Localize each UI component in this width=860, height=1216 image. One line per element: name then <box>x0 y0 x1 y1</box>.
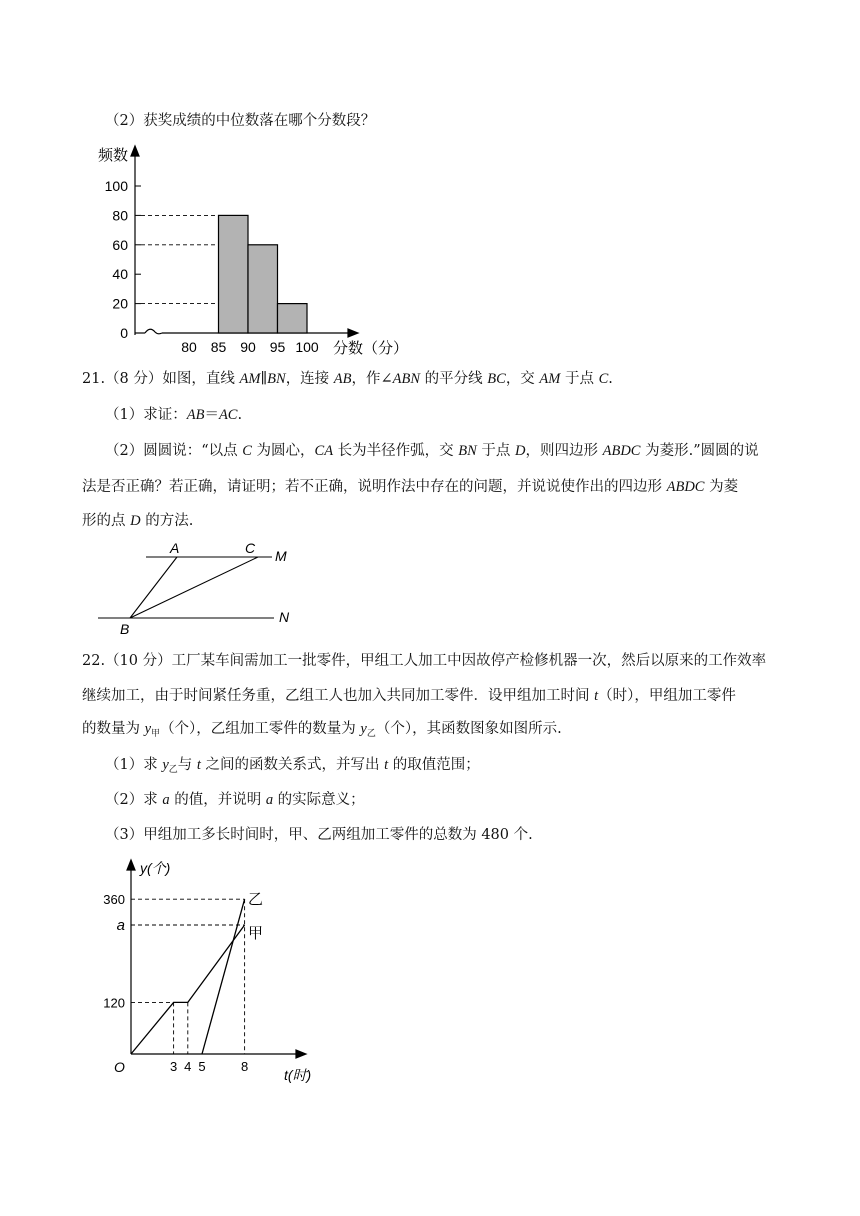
q20-part2-text: （2）获奖成绩的中位数落在哪个分数段？ <box>105 113 376 129</box>
segment-bc <box>130 557 258 618</box>
q22-part1 <box>105 754 480 781</box>
graph-ytick-label: a <box>116 917 125 934</box>
point-b-label: B <box>120 621 130 637</box>
q21-am: AM <box>239 371 261 387</box>
q21-p2-seg: 为菱形.”圆圆的说 <box>640 443 759 459</box>
q22-text: 的取值范围； <box>388 757 480 773</box>
graph-ytick-label: 120 <box>103 995 125 1011</box>
q21-head: 21.（8 分）如图，直线 <box>82 371 240 387</box>
q21-p2-seg: 长为半径作弧，交 <box>333 443 459 459</box>
q21-p1-ac: AC <box>218 407 238 423</box>
hist-ytick-label: 0 <box>120 325 128 341</box>
point-c-label: C <box>245 540 256 556</box>
hist-ytick-label: 100 <box>104 178 128 194</box>
q22-var-t: t <box>594 688 599 704</box>
q21-p2-var: C <box>242 443 252 459</box>
hist-xtick-label: 80 <box>181 339 197 355</box>
graph-xtick-label: 5 <box>198 1059 206 1074</box>
q22-var-y: y <box>162 757 169 773</box>
q21-t5: 于点 <box>560 371 599 387</box>
q21-part1 <box>105 404 242 426</box>
hist-ylabel: 频数 <box>98 147 129 164</box>
q21-p2-seg: 法是否正确？若正确，请证明；若不正确，说明作法中存在的问题，并说说使作出的四边形 <box>82 479 667 495</box>
q22-line2 <box>82 685 736 707</box>
q21-p2-seg: 于点 <box>476 443 516 459</box>
q21-p2-seg: 为菱 <box>704 479 739 495</box>
q21-p2-seg: 形的点 <box>82 513 131 529</box>
q22-sub-jia: 甲 <box>151 729 161 739</box>
q21-stem <box>82 368 613 390</box>
q22-text: 之间的函数关系式，并写出 <box>200 757 385 773</box>
hist-axis-break <box>145 329 162 334</box>
q22-text: 的数量为 <box>82 721 145 737</box>
graph-xlabel: t(时) <box>284 1067 312 1083</box>
segment-ab <box>130 557 177 618</box>
q21-p1-text: （1）求证： <box>105 407 187 423</box>
hist-bar <box>219 215 249 333</box>
hist-xtick-label: 95 <box>269 339 286 355</box>
hist-xtick-label: 85 <box>210 339 227 355</box>
q22-text: 与 <box>177 757 197 773</box>
q22-var-a: a <box>162 792 170 808</box>
q21-c: C <box>598 371 609 387</box>
point-m-label: M <box>275 548 287 564</box>
q21-t3: 的平分线 <box>420 371 488 387</box>
hist-ytick-label: 80 <box>112 207 128 224</box>
q21-p2-var: ABDC <box>602 443 641 459</box>
hist-bar <box>278 304 308 333</box>
graph-origin-label: O <box>114 1059 125 1075</box>
q22-var-a: a <box>265 792 274 808</box>
q21-p1-end: . <box>237 407 243 423</box>
q21-p2-seg: ，则四边形 <box>525 443 603 459</box>
hist-xlabel: 分数（分） <box>333 340 409 357</box>
q21-p2-seg: 为圆心， <box>251 443 315 459</box>
q22-text: （时），甲组加工零件 <box>598 688 736 704</box>
q21-parallel: ∥ <box>260 371 268 387</box>
point-a-label: A <box>170 540 180 556</box>
hist-xtick-label: 90 <box>240 339 256 355</box>
q21-abn: ABN <box>392 371 421 387</box>
hist-ytick-label: 40 <box>112 266 128 283</box>
series-jia-label: 甲 <box>248 925 264 942</box>
graph-series-line <box>131 925 245 1054</box>
hist-x-arrow <box>348 329 358 337</box>
q21-figure <box>95 538 305 638</box>
q21-ab: AB <box>333 371 352 387</box>
q22-sub-yi: 乙 <box>366 729 376 739</box>
q21-p2-var: D <box>130 513 141 529</box>
series-yi-label: 乙 <box>248 891 264 908</box>
q22-part2 <box>105 789 365 811</box>
histogram-chart <box>95 140 415 360</box>
q22-text: （2）求 <box>105 792 163 808</box>
graph-y-arrow <box>127 860 135 870</box>
q21-part2-line2 <box>82 476 738 498</box>
q22-var-t: t <box>384 757 389 773</box>
q21-bn: BN <box>267 371 286 387</box>
q22-text: 的实际意义； <box>273 792 365 808</box>
hist-ytick-label: 20 <box>112 295 128 312</box>
q22-text: 的值，并说明 <box>169 792 266 808</box>
graph-ytick-label: 360 <box>103 892 125 908</box>
hist-y-arrow <box>131 146 139 156</box>
q21-am2: AM <box>539 371 561 387</box>
q21-t2: ，作∠ <box>351 371 393 387</box>
hist-bar <box>248 245 278 333</box>
q22-var-y: y <box>144 721 152 737</box>
q22-var-y: y <box>360 721 367 737</box>
graph-xtick-label: 8 <box>240 1059 249 1074</box>
point-n-label: N <box>279 609 290 625</box>
q21-p2-var: CA <box>314 443 334 459</box>
graph-xtick-label: 3 <box>169 1059 178 1074</box>
q21-part2-line3 <box>82 510 193 532</box>
q22-line3 <box>82 718 562 745</box>
hist-xtick-label: 100 <box>295 339 319 355</box>
q22-text: （个），其函数图象如图所示. <box>375 721 562 737</box>
q21-t4: ，交 <box>505 371 540 387</box>
q21-p2-var: ABDC <box>666 479 705 495</box>
q22-text: （个），乙组加工零件的数量为 <box>160 721 361 737</box>
q22-text: （1）求 <box>105 757 163 773</box>
q21-t6: . <box>608 371 613 387</box>
q21-t1: ，连接 <box>285 371 334 387</box>
q21-p2-var: D <box>515 443 526 459</box>
q22-function-graph <box>95 855 335 1085</box>
q21-p1-ab: AB <box>186 407 205 423</box>
q21-p2-seg: 的方法. <box>140 513 194 529</box>
graph-x-arrow <box>296 1050 306 1058</box>
graph-ylabel: y(个) <box>140 860 171 876</box>
q22-line1: 22.（10 分）工厂某车间需加工一批零件，甲组工人加工中因故停产检修机器一次，然后以原来的工作效率 <box>82 653 767 669</box>
q21-bc: BC <box>487 371 506 387</box>
q22-var-t: t <box>196 757 201 773</box>
q21-p2-var: BN <box>458 443 477 459</box>
hist-ytick-label: 60 <box>112 236 128 253</box>
graph-xtick-label: 4 <box>184 1059 192 1074</box>
q22-text: 继续加工，由于时间紧任务重，乙组工人也加入共同加工零件．设甲组加工时间 <box>82 688 595 704</box>
q21-p1-eq: ＝ <box>204 407 219 423</box>
q22-sub-yi: 乙 <box>168 765 178 775</box>
q22-part3: （3）甲组加工多长时间时，甲、乙两组加工零件的总数为 480 个. <box>105 827 533 843</box>
q21-p2-seg: （2）圆圆说：“以点 <box>105 443 243 459</box>
graph-series-line <box>202 899 245 1054</box>
q21-part2-line1 <box>105 440 759 462</box>
